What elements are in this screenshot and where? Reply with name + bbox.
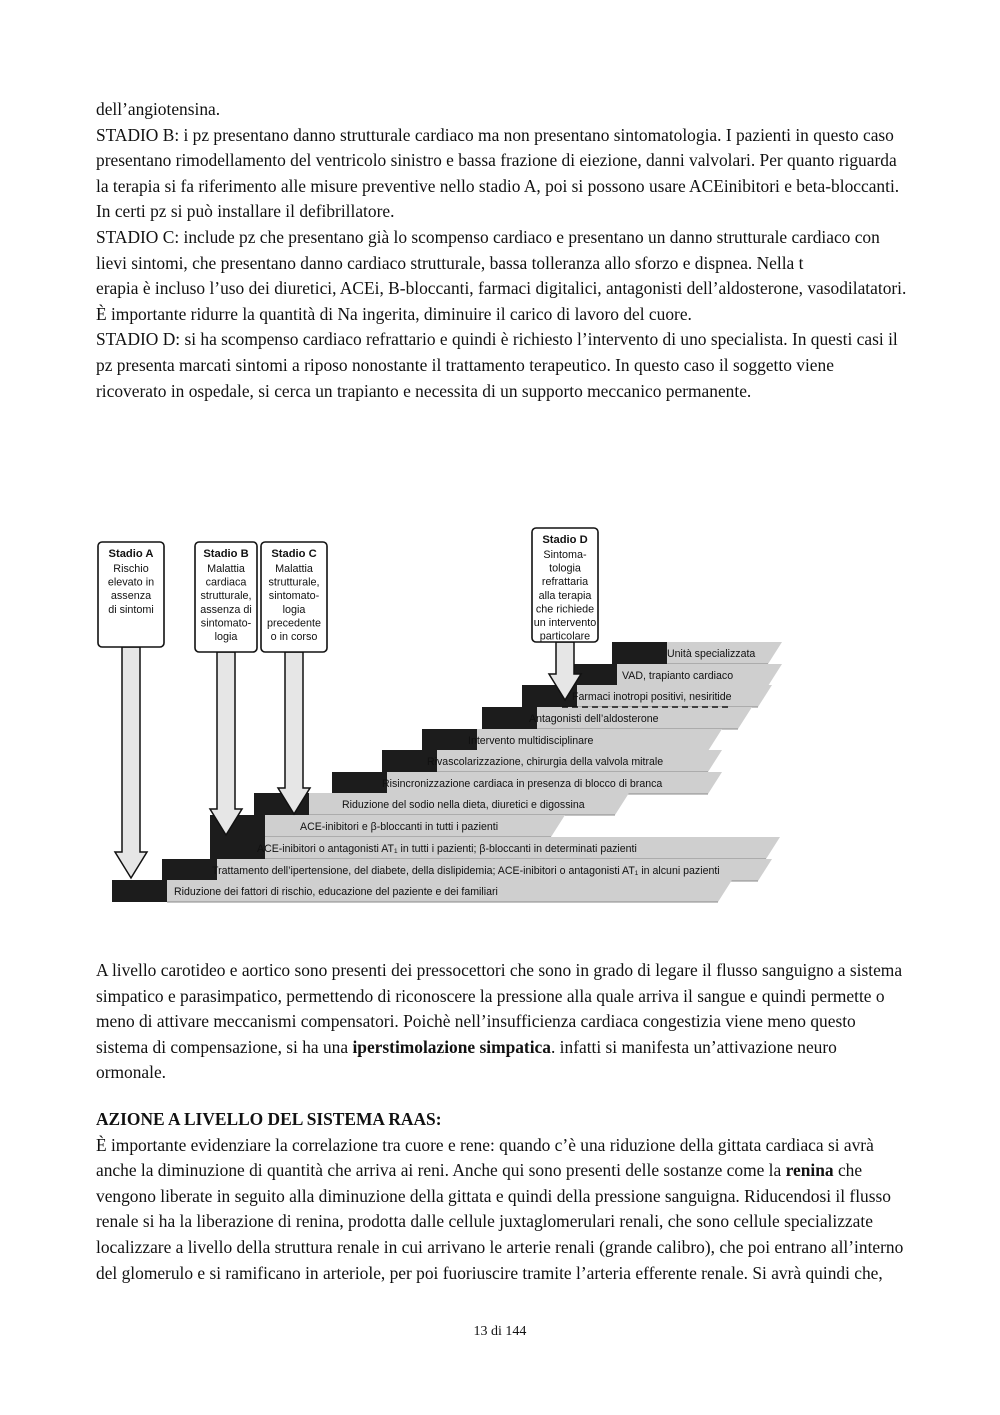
stage-description-line: Malattia xyxy=(275,563,313,575)
paragraph-raas xyxy=(96,1133,908,1287)
stage-title: Stadio C xyxy=(271,548,317,560)
paragraph-stadio-d: STADIO D: si ha scompenso cardiaco refrattario e quindi è richiesto l’intervento di uno specialista. In questi casi il pz presenta marcati sintomi a riposo nonostante il trattamento terapeutico. In questo caso il soggetto viene ricoverato in ospedale, si cerca un trapianto e necessita di un supporto meccanico permanente. xyxy=(96,329,898,401)
pressocettori-text: A livello carotideo e aortico sono presenti dei pressocettori che sono in grado di legare il flusso sanguigno a sistema simpatico e parasimpatico, permettendo di riconoscere la pressione alla quale arriva il sangue e quindi permette o meno di attivare meccanismi compensatori. Poichè nell’insufficienza cardiaca congestizia viene meno questo sistema di compensazione, si ha una xyxy=(96,960,903,1057)
stage-description-line: un intervento xyxy=(533,617,597,629)
stage-description-line: sintomato- xyxy=(200,617,252,630)
stage-description-line: tologia xyxy=(549,562,581,575)
step-riser xyxy=(332,772,387,794)
paragraph-stadio-b: STADIO B: i pz presentano danno strutturale cardiaco ma non presentano sintomatologia. I pazienti in questo caso presentano rimodellamento del ventricolo sinistro e bassa frazione di eiezione, danni valvolari. Per quanto riguarda la terapia si fa riferimento alle misure preventive nello stadio A, poi si possono usare ACEinibitori e beta-bloccanti. In certi pz si può installare il defibrillatore. xyxy=(96,124,900,222)
stage-description-line: assenza xyxy=(110,590,152,603)
heart-failure-stages-figure xyxy=(92,520,792,930)
stage-arrow xyxy=(210,652,242,835)
step-label: Rivascolarizzazione, chirurgia della valvola mitrale xyxy=(427,756,664,768)
bold-iperstimolazione: iperstimolazione simpatica xyxy=(352,1036,551,1057)
step-label: ACE-inibitori e β-bloccanti in tutti i pazienti xyxy=(300,821,499,833)
stage-description-line: assenza di xyxy=(200,603,252,616)
step-label: Trattamento dell’ipertensione, del diabete, della dislipidemia; ACE-inibitori o antagonisti AT₁ in alcuni pazienti xyxy=(212,865,720,877)
stage-description-line: refrattaria xyxy=(541,576,589,589)
step-label: Farmaci inotropi positivi, nesiritide xyxy=(572,691,732,703)
step-label: Riduzione dei fattori di rischio, educazione del paziente e dei familiari xyxy=(174,886,498,898)
stage-description-line: particolare xyxy=(539,630,591,643)
text-block-middle xyxy=(96,958,908,1086)
stage-description-line: strutturale, xyxy=(268,576,320,589)
stage-description-line: di sintomi xyxy=(108,603,154,616)
stage-description-line: logia xyxy=(282,603,306,616)
stage-description-line: o in corso xyxy=(270,631,318,643)
stage-title: Stadio D xyxy=(542,534,588,546)
bold-renina: renina xyxy=(785,1160,834,1181)
step-label: Antagonisti dell’aldosterone xyxy=(529,713,659,725)
heading-raas xyxy=(96,1107,908,1133)
stage-description-line: logia xyxy=(214,631,238,643)
step-label: Risincronizzazione cardiaca in presenza di blocco di branca xyxy=(382,778,663,790)
text-block-top xyxy=(96,97,908,404)
raas-text: È importante evidenziare la correlazione tra cuore e rene: quando c’è una riduzione della gittata cardiaca si avrà anche la diminuzione di quantità che arriva ai reni. Anche qui sono presenti delle sostanze come la xyxy=(96,1134,874,1181)
heading-raas-text: AZIONE A LIVELLO DEL SISTEMA RAAS: xyxy=(96,1109,442,1129)
paragraph-pressocettori xyxy=(96,958,908,1086)
stage-arrow xyxy=(115,647,147,878)
step-label: Riduzione del sodio nella dieta, diuretici e digossina xyxy=(342,799,585,811)
step-label: Intervento multidisciplinare xyxy=(468,735,594,747)
raas-text-end: che vengono liberate in seguito alla diminuzione della gittata e quindi della pressione sanguigna. Riducendosi il flusso renale si ha la liberazione di renina, prodotta dalle cellule juxtaglomerulari renali, che sono cellule specializzate localizzare a livello della struttura renale in cui arrivano le arterie renali (grande calibro), che poi entrano all’interno del glomerulo e si ramificano in arteriole, per poi fuoriuscire tramite l’arteria efferente renale. Si avrà quindi che, xyxy=(96,1160,904,1283)
stage-description-line: precedente xyxy=(266,617,322,630)
stage-title: Stadio B xyxy=(203,548,249,560)
stage-arrow xyxy=(278,652,310,814)
pressocettori-text-end: . infatti si manifesta un’attivazione neuro ormonale. xyxy=(96,1036,837,1083)
stage-description-line: cardiaca xyxy=(205,576,247,589)
paragraph-angiotensina: dell’angiotensina. xyxy=(96,99,221,119)
text-block-bottom xyxy=(96,1107,908,1286)
step-riser xyxy=(162,859,217,881)
staircase-diagram xyxy=(92,520,792,930)
step-riser xyxy=(612,642,667,664)
stage-description-line: Sintoma- xyxy=(543,549,587,561)
stage-title: Stadio A xyxy=(108,548,154,560)
paragraph-stadio-c-part2: erapia è incluso l’uso dei diuretici, ACEi, B-bloccanti, farmaci digitalici, antagonisti dell’aldosterone, vasodilatatori. È importante ridurre la quantità di Na ingerita, diminuire il carico di lavoro del cuore. xyxy=(96,278,907,324)
step-label: Unità specializzata xyxy=(667,648,756,660)
stage-description-line: Rischio xyxy=(113,563,149,575)
step-label: ACE-inibitori o antagonisti AT₁ in tutti i pazienti; β-bloccanti in determinati pazienti xyxy=(257,843,637,855)
step-label: VAD, trapianto cardiaco xyxy=(622,670,734,682)
page-number: 13 di 144 xyxy=(473,1324,527,1339)
stage-description-line: strutturale, xyxy=(200,590,252,603)
stage-description-line: Malattia xyxy=(207,563,245,575)
stage-description-line: elevato in xyxy=(107,576,155,589)
stage-description-line: che richiede xyxy=(535,603,595,616)
paragraph-stadio-c-part1: STADIO C: include pz che presentano già lo scompenso cardiaco e presentano un danno strutturale cardiaco con lievi sintomi, che presentano danno cardiaco strutturale, bassa tolleranza allo sforzo e dispnea. Nella t xyxy=(96,226,880,273)
stage-description-line: sintomato- xyxy=(268,590,320,603)
stage-description-line: alla terapia xyxy=(538,589,592,602)
step-riser xyxy=(112,880,167,902)
